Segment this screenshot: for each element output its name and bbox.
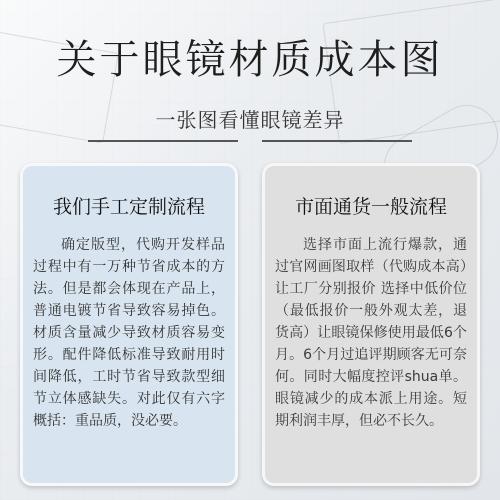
subtitle-underline-left — [88, 140, 238, 142]
page-subtitle: 一张图看懂眼镜差异 — [155, 108, 345, 132]
card-heading: 我们手工定制流程 — [52, 196, 205, 218]
subtitle-wrap — [0, 104, 500, 133]
market-process-card — [262, 163, 480, 486]
card-body-text: 选择市面上流行爆款，通过官网画图取样（代购成本高）让工厂分别报价 选择中低价位（最低报价一般外观太差，退货高）让眼镜保修使用最低6个月。6个月过追评期顾客无可奈何。同时大幅度控评shua单。眼镜减少的成本派上用途。短期利润丰厚，但必不长久。 — [275, 237, 467, 429]
card-body-text: 确定版型，代购开发样品过程中有一万种节省成本的方法。但是都会体现在产品上，普通电镀节省导致容易掉色。材质含量减少导致材质容易变形。配件降低标准导致耐用时间降低，工时节省导致款型细节立体感缺失。对此仅有六字概括：重品质，没必要。 — [33, 237, 225, 429]
page-title: 关于眼镜材质成本图 — [56, 37, 444, 83]
custom-process-card — [20, 163, 238, 486]
subtitle-underline-right — [262, 140, 412, 142]
card-heading: 市面通货一般流程 — [294, 196, 447, 218]
